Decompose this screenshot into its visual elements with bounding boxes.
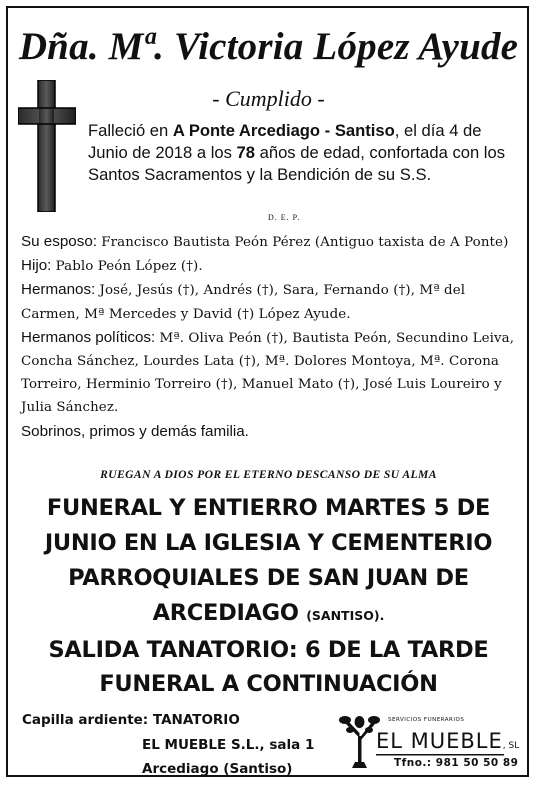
death-announcement	[88, 120, 518, 186]
funeral-details	[0, 491, 537, 633]
intro-text-1: Falleció en	[88, 121, 173, 140]
prayer-request: RUEGAN A DIOS POR EL ETERNO DESCANSO DE SU ALMA	[100, 468, 437, 481]
funeral-line-1: FUNERAL Y ENTIERRO MARTES 5 DE	[46, 495, 491, 521]
intro-text-2: , el día 4 de Junio de 2018 a los	[88, 121, 482, 162]
departure-line-1: SALIDA TANATORIO: 6 DE LA TARDE	[48, 637, 489, 663]
chapel-line-2: EL MUEBLE S.L., sala 1	[142, 736, 315, 753]
family-in-laws: Hermanos políticos: Mª. Oliva Peón (†), Bautista Peón, Secundino Leiva, Concha Sánchez, Lourdes Lata (†), Mª. Dolores Montoya, Mª. Corona Torreiro, Herminio Torreiro (†), Manuel Mato (†), José Luis Loureiro y Julia Sánchez.	[21, 328, 515, 416]
death-place: A Ponte Arcediago - Santiso	[172, 121, 395, 140]
funeral-line-4: ARCEDIAGO (SANTISO).	[152, 600, 385, 626]
logo-tagline: SERVICIOS FUNERARIOS	[388, 717, 465, 723]
family-spouse: Su esposo: Francisco Bautista Peón Pérez (Antiguo taxista de A Ponte)	[21, 233, 509, 250]
deceased-name: Dña. Mª. Victoria López Ayude	[18, 25, 519, 68]
age: 78	[236, 143, 256, 162]
family-list	[21, 230, 521, 444]
family-siblings: Hermanos: José, Jesús (†), Andrés (†), Sara, Fernando (†), Mª del Carmen, Mª Mercedes y David (†) López Ayude.	[21, 281, 466, 322]
intro-text-3: años de edad, confortada con los Santos Sacramentos y la Bendición de su S.S.	[88, 143, 506, 184]
cross-icon	[18, 80, 76, 212]
phone-number: Tfno.: 981 50 50 89	[394, 757, 519, 769]
departure-details	[0, 633, 537, 701]
logo-name: EL MUEBLE, SL	[376, 729, 520, 753]
chapel-info	[22, 708, 342, 782]
family-others: Sobrinos, primos y demás familia.	[21, 422, 249, 440]
chapel-line-1: TANATORIO	[152, 712, 240, 728]
family-son: Hijo: Pablo Peón López (†).	[21, 257, 203, 275]
subtitle: - Cumplido -	[212, 86, 325, 111]
chapel-line-3: Arcediago (Santiso)	[142, 761, 293, 777]
rip-text: D. E. P.	[268, 213, 301, 222]
chapel-label: Capilla ardiente:	[22, 712, 149, 728]
funeral-line-3: PARROQUIALES DE SAN JUAN DE	[68, 565, 469, 591]
departure-line-2: FUNERAL A CONTINUACIÓN	[99, 671, 438, 697]
funeral-line-2: JUNIO EN LA IGLESIA Y CEMENTERIO	[44, 530, 493, 556]
